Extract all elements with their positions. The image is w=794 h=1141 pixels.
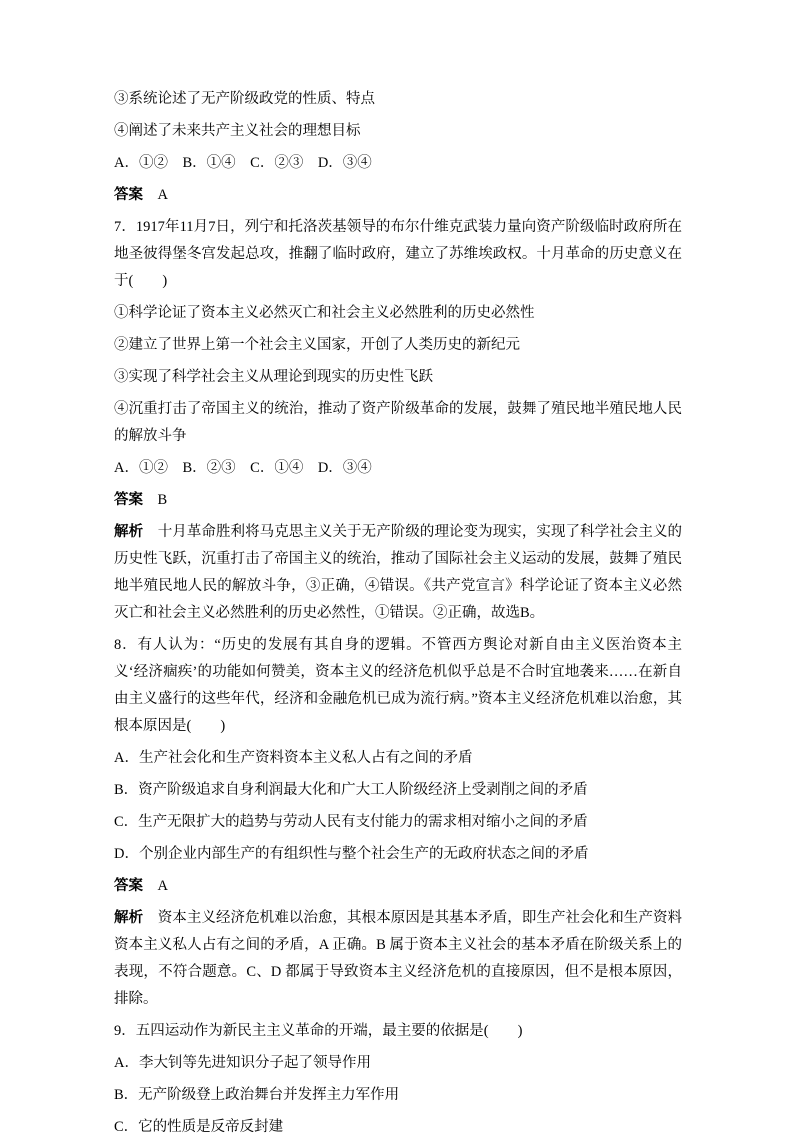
answer-q6: 答案 A xyxy=(114,187,168,203)
q9-option-c: C．它的性质是反帝反封建 xyxy=(114,1119,284,1135)
statement-3: ③系统论述了无产阶级政党的性质、特点 xyxy=(114,91,375,107)
document-body xyxy=(114,86,682,1141)
q7-statement-1: ①科学论证了资本主义必然灭亡和社会主义必然胜利的历史必然性 xyxy=(114,305,535,321)
answer-q7: 答案 B xyxy=(114,492,168,508)
q7-statement-2: ②建立了世界上第一个社会主义国家，开创了人类历史的新纪元 xyxy=(114,337,520,353)
q8-option-b: B．资产阶级追求自身利润最大化和广大工人阶级经济上受剥削之间的矛盾 xyxy=(114,782,588,798)
statement-4: ④阐述了未来共产主义社会的理想目标 xyxy=(114,123,361,139)
q7-statement-3: ③实现了科学社会主义从理论到现实的历史性飞跃 xyxy=(114,369,433,385)
q8-option-a: A．生产社会化和生产资料资本主义私人占有之间的矛盾 xyxy=(114,750,473,766)
answer-label: 答案 xyxy=(114,187,143,203)
question-8: 8．有人认为：“历史的发展有其自身的逻辑。不管西方舆论对新自由主义医治资本主义‘经济痼疾’的功能如何赞美，资本主义的经济危机似乎总是不合时宜地袭来……在新自由主义盛行的这些年代，经济和金融危机已成为流行病。”资本主义经济危机难以治愈，其根本原因是( ) xyxy=(114,637,682,734)
answer-label: 答案 xyxy=(114,878,143,894)
analysis-label: 解析 xyxy=(114,524,144,540)
q9-option-b: B．无产阶级登上政治舞台并发挥主力军作用 xyxy=(114,1087,400,1103)
q9-option-a: A．李大钊等先进知识分子起了领导作用 xyxy=(114,1055,371,1071)
answer-q8: 答案 A xyxy=(114,878,168,894)
q7-statement-4: ④沉重打击了帝国主义的统治，推动了资产阶级革命的发展，鼓舞了殖民地半殖民地人民的解放斗争 xyxy=(114,401,682,444)
answer-label: 答案 xyxy=(114,492,143,508)
options-line-q6: A．①② B．①④ C．②③ D．③④ xyxy=(114,155,372,171)
question-7: 7．1917年11月7日，列宁和托洛茨基领导的布尔什维克武装力量向资产阶级临时政府所在地圣彼得堡冬宫发起总攻，推翻了临时政府，建立了苏维埃政权。十月革命的历史意义在于( ) xyxy=(114,219,682,289)
analysis-q7: 解析 十月革命胜利将马克思主义关于无产阶级的理论变为现实，实现了科学社会主义的历史性飞跃，沉重打击了帝国主义的统治，推动了国际社会主义运动的发展，鼓舞了殖民地半殖民地人民的解放斗争，③正确，④错误。《共产党宣言》科学论证了资本主义必然灭亡和社会主义必然胜利的历史必然性，①错误。②正确，故选B。 xyxy=(114,524,683,621)
options-line-q7: A．①② B．②③ C．①④ D．③④ xyxy=(114,460,372,476)
analysis-q8: 解析 资本主义经济危机难以治愈，其根本原因是其基本矛盾，即生产社会化和生产资料资本主义私人占有之间的矛盾，A 正确。B 属于资本主义社会的基本矛盾在阶级关系上的表现，不符合题意。C、D 都属于导致资本主义经济危机的直接原因，但不是根本原因，排除。 xyxy=(114,910,683,1007)
question-9: 9．五四运动作为新民主主义革命的开端，最主要的依据是( ) xyxy=(114,1023,523,1039)
q8-option-d: D．个别企业内部生产的有组织性与整个社会生产的无政府状态之间的矛盾 xyxy=(114,846,589,862)
q8-option-c: C．生产无限扩大的趋势与劳动人民有支付能力的需求相对缩小之间的矛盾 xyxy=(114,814,588,830)
analysis-label: 解析 xyxy=(114,910,144,926)
